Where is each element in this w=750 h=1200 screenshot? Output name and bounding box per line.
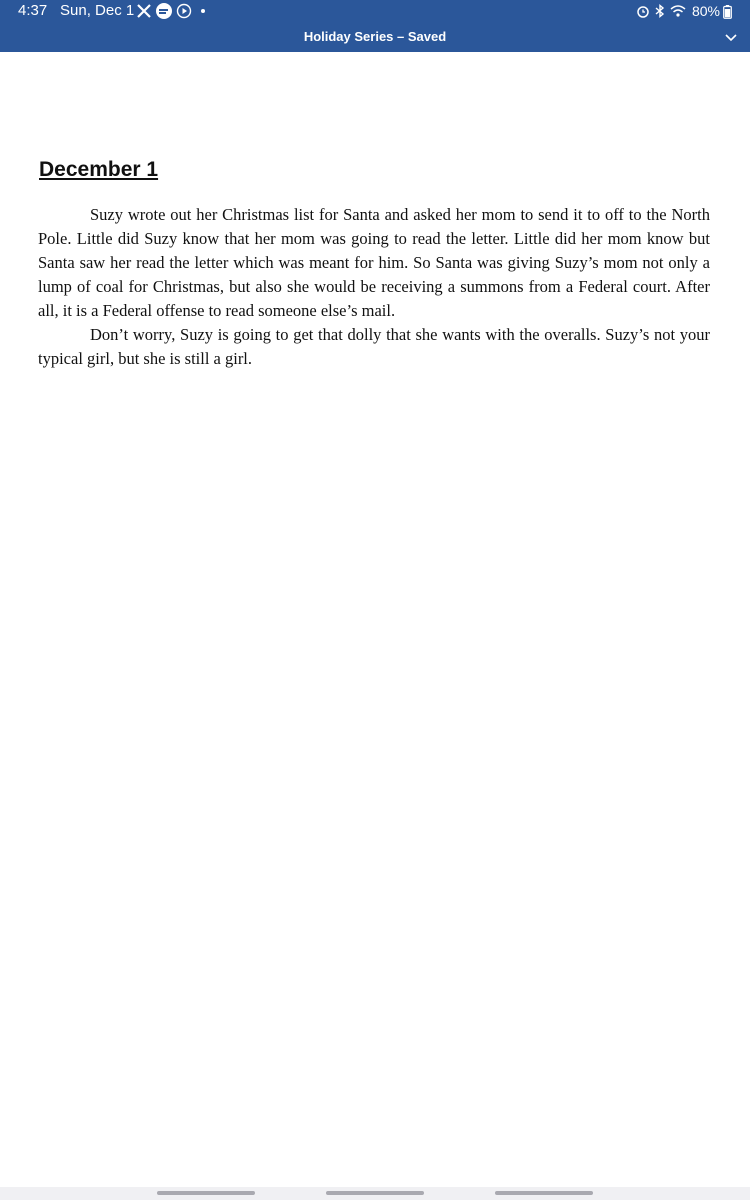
paragraph: Suzy wrote out her Christmas list for Santa and asked her mom to send it to off to the North Pole. Little did Suzy know that her mom was going to read the letter. Little did her mom know but Santa saw her read the letter which was meant for him. So Santa was giving Suzy’s mom not only a lump of coal for Christmas, but also she would be receiving a summons from a Federal court. After all, it is a Federal offense to read someone else’s mail. <box>38 205 710 320</box>
x-icon <box>136 3 152 19</box>
document-heading: December 1 <box>39 158 159 181</box>
system-icons <box>636 3 720 19</box>
battery-percent: 80% <box>691 3 720 19</box>
paragraph: Don’t worry, Suzy is going to get that dolly that she wants with the overalls. Suzy’s not your typical girl, but she is still a girl. <box>38 325 710 368</box>
document-title[interactable]: Holiday Series – Saved <box>303 29 447 44</box>
notification-icons <box>136 3 205 19</box>
document-body[interactable] <box>38 203 710 371</box>
play-icon <box>176 3 192 19</box>
alarm-icon <box>636 4 650 18</box>
recent-apps-button[interactable] <box>157 1191 255 1195</box>
app-header <box>0 0 750 52</box>
document-page[interactable] <box>0 52 750 1187</box>
more-notifications-dot <box>201 9 205 13</box>
home-button[interactable] <box>326 1191 424 1195</box>
status-time: 4:37 <box>18 2 48 19</box>
browser-icon <box>155 2 173 20</box>
chevron-down-icon[interactable] <box>724 30 738 48</box>
status-bar <box>0 0 750 22</box>
battery-icon <box>723 5 732 24</box>
navigation-bar <box>0 1187 750 1200</box>
back-button[interactable] <box>495 1191 593 1195</box>
bluetooth-icon <box>654 4 666 18</box>
wifi-icon <box>670 4 686 18</box>
status-date: Sun, Dec 1 <box>60 2 135 19</box>
